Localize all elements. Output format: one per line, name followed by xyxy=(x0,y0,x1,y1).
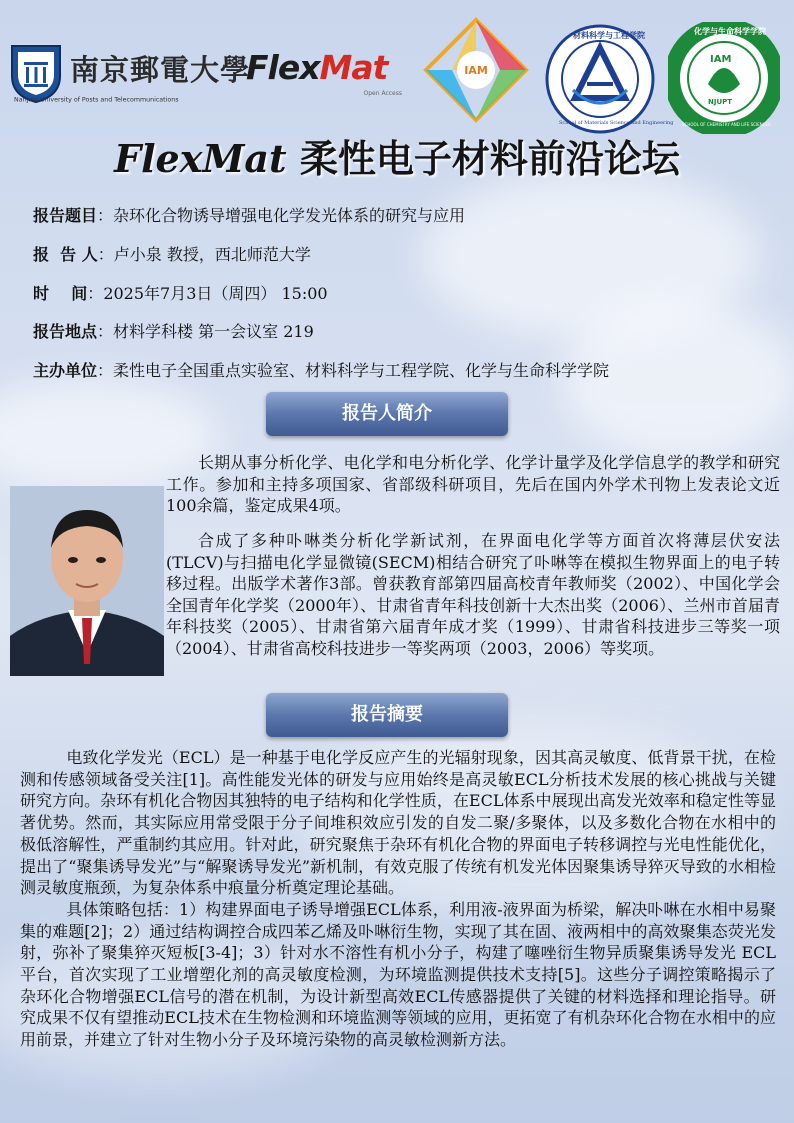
info-label: 报 告 人 xyxy=(33,245,98,264)
school-materials-name-cn: 材料科学与工程学院 xyxy=(573,31,645,40)
section-header-abstract: 报告摘要 xyxy=(266,693,508,737)
info-label: 时 间 xyxy=(33,284,88,303)
info-separator: ： xyxy=(97,206,114,225)
logo-bar xyxy=(0,14,794,126)
info-separator: ： xyxy=(87,284,104,303)
njupt-name-en: Nanjing University of Posts and Telecommunications xyxy=(14,96,179,104)
school-materials-logo xyxy=(545,24,674,134)
flexmat-logo xyxy=(246,48,412,108)
info-label: 报告地点 xyxy=(33,322,98,341)
speaker-photo xyxy=(10,486,164,676)
njupt-logo xyxy=(8,42,251,108)
page-title-en: FlexMat xyxy=(114,136,287,181)
bio-paragraph: 长期从事分析化学、电化学和电分析化学、化学计量学及化学信息学的教学和研究工作。参加和主持多项国家、省部级科研项目，先后在国内外学术刊物上发表论文近100余篇，鉴定成果4项。 xyxy=(166,453,780,516)
section-header-speaker-bio: 报告人简介 xyxy=(266,392,508,436)
info-value: 材料学科楼 第一会议室 219 xyxy=(113,322,314,341)
info-label: 主办单位 xyxy=(33,361,98,380)
iam-geometric-logo xyxy=(420,14,532,126)
info-separator: ： xyxy=(97,361,114,380)
school-chemistry-badge: IAM xyxy=(710,54,732,65)
speaker-bio-2 xyxy=(166,530,780,660)
info-value: 2025年7月3日（周四） 15:00 xyxy=(103,284,328,303)
iam-diamond-icon xyxy=(420,14,532,126)
info-row-location xyxy=(33,321,314,343)
flexmat-logo-flex: Flex xyxy=(246,48,320,87)
njupt-name-cn: 南京郵電大學 xyxy=(70,53,251,87)
info-value: 卢小泉 教授，西北师范大学 xyxy=(113,245,311,264)
flexmat-logo-mat: Mat xyxy=(319,48,388,87)
page-title-cn: 柔性电子材料前沿论坛 xyxy=(299,137,680,181)
info-separator: ： xyxy=(97,245,114,264)
flexmat-logo-sub: Open Access xyxy=(363,90,402,97)
school-chemistry-logo xyxy=(668,22,780,134)
bio-paragraph: 合成了多种卟啉类分析化学新试剂，在界面电化学等方面首次将薄层伏安法(TLCV)与扫描电化学显微镜(SECM)相结合研究了卟啉等在模拟生物界面上的电子转移过程。出版学术著作3部。曾获教育部第四届高校青年教师奖（2002）、中国化学会全国青年化学奖（2000年）、甘肃省青年科技创新十大杰出奖（2006）、兰州市首届青年科技奖（2005）、甘肃省第六届青年成才奖（1999）、甘肃省科技进步三等奖一项（2004）、甘肃省高校科技进步一等奖两项（2003，2006）等奖项。 xyxy=(166,531,780,658)
info-value: 柔性电子全国重点实验室、材料科学与工程学院、化学与生命科学学院 xyxy=(113,361,610,380)
info-separator: ： xyxy=(97,322,114,341)
info-row-time xyxy=(33,283,328,305)
speaker-portrait-icon xyxy=(10,486,164,676)
info-row-speaker xyxy=(33,244,311,266)
page-title xyxy=(0,128,794,183)
abstract-body xyxy=(20,747,776,1051)
speaker-bio xyxy=(166,452,780,517)
abstract-paragraph: 具体策略包括：1）构建界面电子诱导增强ECL体系，利用液-液界面为桥梁，解决卟啉在水相中易聚集的难题[2]；2）通过结构调控合成四苯乙烯及卟啉衍生物，实现了其在固、液两相中的高效聚集态荧光发射，弥补了聚集猝灭短板[3-4]；3）针对水不溶性有机小分子，构建了噻唑衍生物异质聚集诱导发光 ECL平台，首次实现了工业增塑化剂的高灵敏度检测，为环境监测提供技术支持[5]。这些分子调控策略揭示了杂环化合物增强ECL信号的潜在机制，为设计新型高效ECL传感器提供了关键的材料选择和理论指导。研究成果不仅有望推动ECL技术在生物检测和环境监测等领域的应用，更拓宽了有机杂环化合物在水相中的应用前景，并建立了针对生物小分子及环境污染物的高灵敏检测新方法。 xyxy=(20,899,776,1050)
iam-logo-text: IAM xyxy=(464,64,488,77)
school-materials-name-en: School of Materials Science and Engineering xyxy=(559,120,674,126)
abstract-paragraph: 电致化学发光（ECL）是一种基于电化学反应产生的光辐射现象，因其高灵敏度、低背景干扰，在检测和传感领域备受关注[1]。高性能发光体的研发与应用始终是高灵敏ECL分析技术发展的核心挑战与关键研究方向。杂环有机化合物因其独特的电子结构和化学性质，在ECL体系中展现出高发光效率和稳定性等显著优势。然而，其实际应用常受限于分子间堆积效应引发的自发二聚/多聚体，以及多数化合物在水相中的极低溶解性，严重制约其应用。针对此，研究聚焦于杂环有机化合物的界面电子转移调控与光电性能优化，提出了“聚集诱导发光”与“解聚诱导发光”新机制，有效克服了传统有机发光体因聚集诱导猝灭导致的水相检测灵敏度瓶颈，为复杂体系中痕量分析奠定理论基础。 xyxy=(20,748,776,898)
info-row-organizer xyxy=(33,360,609,382)
info-value: 杂环化合物诱导增强电化学发光体系的研究与应用 xyxy=(113,206,466,225)
school-chemistry-emblem-icon xyxy=(668,22,780,134)
info-row-topic xyxy=(33,205,465,227)
info-label: 报告题目 xyxy=(33,206,98,225)
school-chemistry-abbr: NJUPT xyxy=(708,98,733,106)
njupt-emblem-icon xyxy=(8,42,64,104)
school-chemistry-name-cn: 化学与生命科学学院 xyxy=(694,27,766,36)
school-chemistry-name-en: SCHOOL OF CHEMISTRY AND LIFE SCIENCES xyxy=(682,122,771,127)
